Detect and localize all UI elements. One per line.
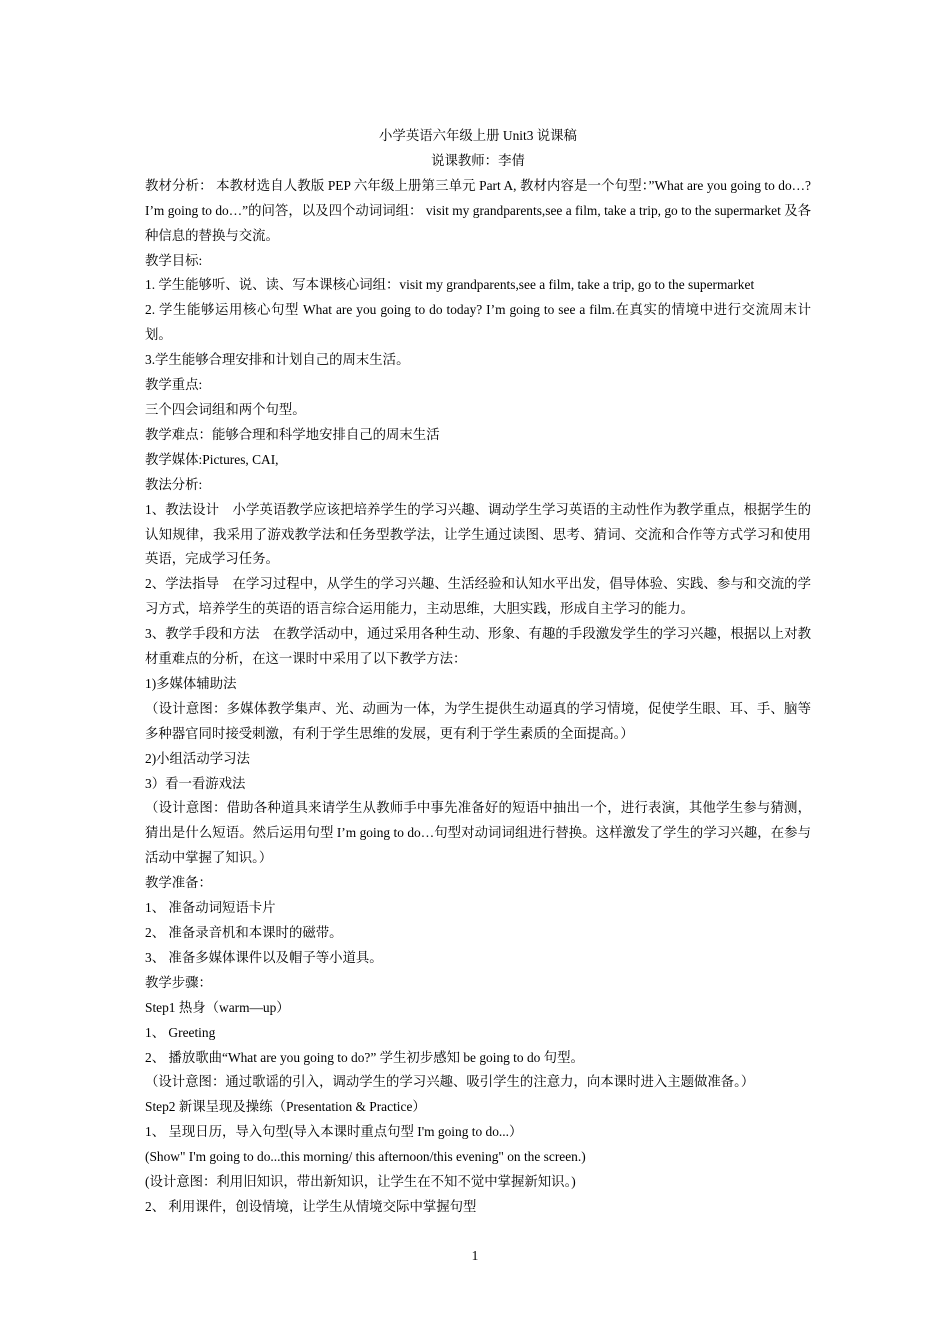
teaching-media: 教学媒体:Pictures, CAI, <box>145 451 279 467</box>
heading-steps: 教学步骤： <box>145 974 212 990</box>
difficult-points: 教学难点：能够合理和科学地安排自己的周末生活 <box>145 426 440 442</box>
objective-3: 3.学生能够合理安排和计划自己的周末生活。 <box>145 352 410 368</box>
step2-heading: Step2 新课呈现及操练（Presentation & Practice） <box>145 1099 426 1115</box>
document-title: 小学英语六年级上册 Unit3 说课稿 <box>379 128 577 143</box>
key-points-text: 三个四会词组和两个句型。 <box>145 401 306 417</box>
design-intent-multimedia: （设计意图：多媒体教学集声、光、动画为一体，为学生提供生动逼真的学习情境，促使学生眼、耳、手、脑等多种器官同时接受刺激，有利于学生思维的发展，更有利于学生素质的全面提高。） <box>145 700 811 741</box>
objective-2: 2. 学生能够运用核心句型 What are you going to do today? I’m going to see a film.在真实的情境中进行交流周末计划。 <box>145 302 811 343</box>
design-intent-game: （设计意图：借助各种道具来请学生从教师手中事先准备好的短语中抽出一个，进行表演，其他学生参与猜测，猜出是什么短语。然后运用句型 I’m going to do…句型对动词词组进行替换。这样激发了学生的学习兴趣，在参与活动中掌握了知识。） <box>145 800 811 866</box>
paragraph-material-analysis: 教材分析： 本教材选自人教版 PEP 六年级上册第三单元 Part A, 教材内容是一个句型：”What are you going to do…? I’m going to do…”的问答，以及四个动词词组： visit my grandparents,see a film, take a trip, go to the supermarket 及各种信息的替换与交流。 <box>145 177 811 243</box>
step2-item-1: 1、 呈现日历，导入句型(导入本课时重点句型 I'm going to do...） <box>145 1124 523 1140</box>
paragraph-method-design: 1、教法设计 小学英语教学应该把培养学生的学习兴趣、调动学生学习英语的主动性作为教学重点，根据学生的认知规律，我采用了游戏教学法和任务型教学法，让学生通过读图、思考、猜词、交流和合作等方式学习和使用英语，完成学习任务。 <box>145 501 811 567</box>
objective-1: 1. 学生能够听、说、读、写本课核心词组：visit my grandparents,see a film, take a trip, go to the supermarket <box>145 277 755 293</box>
teacher-line: 说课教师：李倩 <box>431 152 525 168</box>
heading-key-points: 教学重点: <box>145 377 203 393</box>
preparation-item-2: 2、 准备录音机和本课时的磁带。 <box>145 925 343 940</box>
heading-method-analysis: 教法分析: <box>145 476 203 492</box>
step1-item-1: 1、 Greeting <box>145 1024 216 1040</box>
heading-objectives: 教学目标: <box>145 252 203 268</box>
preparation-item-3: 3、 准备多媒体课件以及帽子等小道具。 <box>145 949 383 965</box>
method-look-game: 3）看一看游戏法 <box>145 775 246 791</box>
step1-item-2: 2、 播放歌曲“What are you going to do?” 学生初步感知 be going to do 句型。 <box>145 1049 584 1065</box>
design-intent-song: （设计意图：通过歌谣的引入，调动学生的学习兴趣、吸引学生的注意力，向本课时进入主题做准备。） <box>145 1074 755 1090</box>
heading-preparation: 教学准备： <box>145 875 212 891</box>
step1-heading: Step1 热身（warm—up） <box>145 999 290 1015</box>
step2-item-2: 2、 利用课件，创设情境，让学生从情境交际中掌握句型 <box>145 1198 477 1214</box>
paragraph-teaching-means: 3、教学手段和方法 在教学活动中，通过采用各种生动、形象、有趣的手段激发学生的学习兴趣，根据以上对教材重难点的分析，在这一课时中采用了以下教学方法： <box>145 626 811 667</box>
preparation-item-1: 1、 准备动词短语卡片 <box>145 900 276 916</box>
paragraph-learning-guide: 2、学法指导 在学习过程中，从学生的学习兴趣、生活经验和认知水平出发，倡导体验、实践、参与和交流的学习方式，培养学生的英语的语言综合运用能力，主动思维，大胆实践，形成自主学习的能力。 <box>145 576 811 617</box>
step2-show-note: (Show" I'm going to do...this morning/ this afternoon/this evening" on the screen.) <box>145 1149 586 1165</box>
design-intent-calendar: (设计意图：利用旧知识，带出新知识，让学生在不知不觉中掌握新知识。) <box>145 1174 576 1190</box>
page-number: 1 <box>471 1248 479 1263</box>
method-multimedia: 1)多媒体辅助法 <box>145 675 237 691</box>
document-page <box>145 124 811 1220</box>
method-group-activity: 2)小组活动学习法 <box>145 750 250 766</box>
